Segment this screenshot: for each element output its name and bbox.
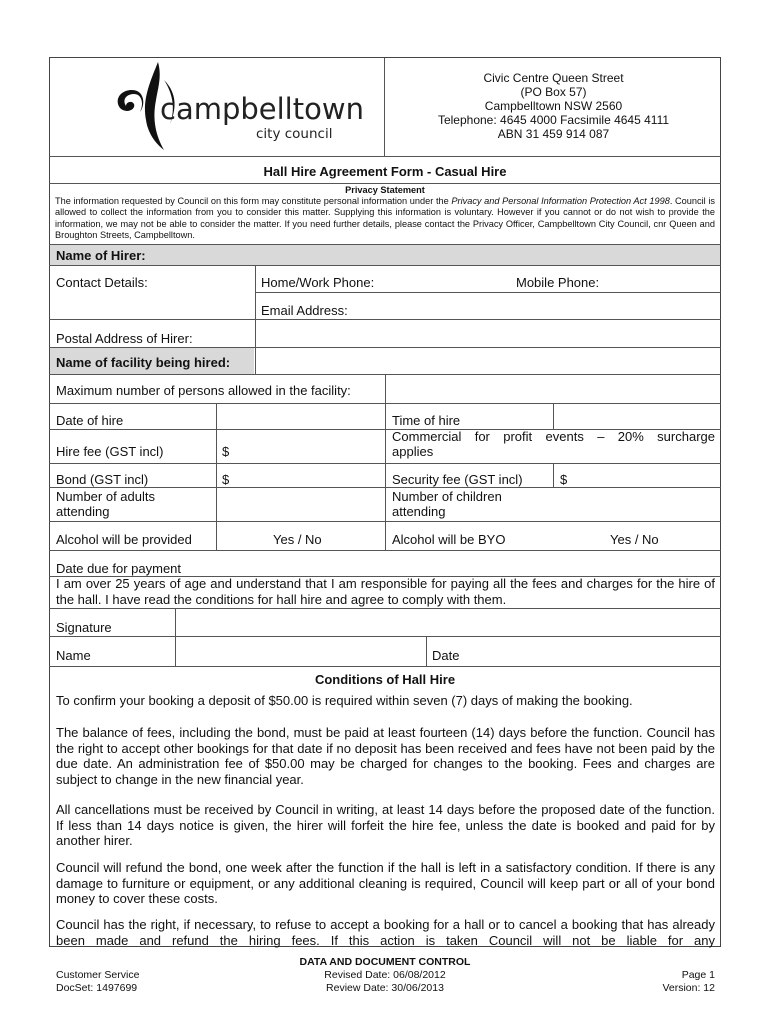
divider [49,521,721,522]
footer-center [285,969,485,995]
divider [216,429,217,550]
review-date: Review Date: 30/06/2013 [326,982,444,994]
logo-wordmark: campbelltown [160,92,364,126]
divider [216,403,217,429]
divider [49,608,721,609]
alcohol-provided-label: Alcohol will be provided [56,532,192,547]
commercial-surcharge-note [392,429,715,459]
privacy-act: Privacy and Personal Information Protection Act 1998 [451,196,670,206]
docset: DocSet: 1497699 [56,982,138,994]
address-line: Campbelltown NSW 2560 [484,99,623,113]
divider [255,292,721,293]
section-shading [50,245,720,265]
customer-service: Customer Service [56,969,140,981]
address-line: Civic Centre Queen Street [483,71,624,85]
postal-address-label: Postal Address of Hirer: [56,331,193,346]
divider [255,265,256,347]
children-label [392,489,502,519]
footer-right [595,969,715,995]
date-label: Date [432,648,460,663]
divider [175,608,176,666]
divider [49,183,721,184]
max-persons-label: Maximum number of persons allowed in the facility: [56,383,351,398]
divider [49,666,721,667]
address-line: Telephone: 4645 4000 Facsimile 4645 4111 [437,113,670,127]
page-number: Page 1 [681,969,715,981]
condition-paragraph: To confirm your booking a deposit of $50.00 is required within seven (7) days of making the booking. [56,693,633,708]
commercial-line: Commercial for profit events – 20% surcharge [392,429,715,444]
commercial-line: applies [392,444,434,459]
bond-label: Bond (GST incl) [56,472,149,487]
privacy-text-part: The information requested by Council on this form may constitute personal information under the [55,196,452,206]
hire-fee-currency: $ [222,444,230,459]
conditions-heading: Conditions of Hall Hire [314,672,456,687]
adults-label [56,489,155,519]
divider [49,550,721,551]
privacy-text-part: . Council is allowed to collect the information from you to consider this matter. Supplying this information is voluntary. However if you cannot or do not wish to provide the information, we may not be able to consider the matter. If you need further details, please contact the Privacy Officer, Campbelltown City Council, cnr Queen and Broughton Streets, Campbelltown. [55,196,715,241]
version: Version: 12 [662,982,715,994]
bond-currency: $ [222,472,230,487]
divider [385,374,386,403]
alcohol-provided-yes-no[interactable]: Yes / No [273,532,322,547]
footer-control-heading: DATA AND DOCUMENT CONTROL [299,956,471,968]
divider [49,319,721,320]
hire-fee-label: Hire fee (GST incl) [56,444,164,459]
declaration-text: I am over 25 years of age and understand that I am responsible for paying all the fees and charges for the hire of the hall. I have read the conditions for hall hire and agree to comply with them. [56,576,715,607]
divider [426,636,427,666]
alcohol-byo-yes-no[interactable]: Yes / No [610,532,659,547]
privacy-heading: Privacy Statement [345,185,425,195]
divider [49,487,721,488]
children-line: Number of children [392,489,502,504]
condition-paragraph: All cancellations must be received by Council in writing, at least 14 days before the proposed date of the function. If less than 14 days notice is given, the hirer will forfeit the hire fee, unless the date is booked and paid for by another hirer. [56,802,715,849]
divider [553,403,554,429]
condition-paragraph: The balance of fees, including the bond, must be paid at least fourteen (14) days before the function. Council has the right to accept other bookings for that date if no deposit has been received and fees have not been paid by the due date. An administration fee of $50.00 may be charged for changes to the booking. Fees and charges are subject to change in the new financial year. [56,725,715,787]
signature-label: Signature [56,620,112,635]
children-line: attending [392,504,446,519]
date-due-label: Date due for payment [56,561,182,576]
privacy-text [55,196,715,242]
mobile-phone-label: Mobile Phone: [516,275,600,290]
divider [553,463,554,487]
council-logo [112,60,364,152]
logo-subtitle: city council [256,126,333,142]
form-title: Hall Hire Agreement Form - Casual Hire [263,164,507,179]
email-address-label: Email Address: [261,303,348,318]
condition-paragraph: Council will refund the bond, one week after the function if the hall is left in a satisfactory condition. If there is any damage to furniture or equipment, or any additional cleaning is required, Council will keep part or all of your bond money to cover these costs. [56,860,715,907]
facility-name-label: Name of facility being hired: [56,355,231,370]
revised-date: Revised Date: 06/08/2012 [324,969,446,981]
name-label: Name [56,648,91,663]
time-of-hire-label: Time of hire [392,413,461,428]
address-line: (PO Box 57) [520,85,587,99]
divider [385,403,386,550]
divider [49,156,721,157]
divider [49,463,721,464]
security-fee-currency: $ [560,472,568,487]
alcohol-byo-label: Alcohol will be BYO [392,532,506,547]
footer-left [56,969,139,995]
address-line: ABN 31 459 914 087 [497,127,610,141]
adults-line: Number of adults [56,489,155,504]
security-fee-label: Security fee (GST incl) [392,472,523,487]
home-work-phone-label: Home/Work Phone: [261,275,375,290]
name-of-hirer-label: Name of Hirer: [56,248,146,263]
divider [255,347,256,374]
contact-details-label: Contact Details: [56,275,148,290]
adults-line: attending [56,504,110,519]
council-address [386,71,721,141]
date-of-hire-label: Date of hire [56,413,124,428]
divider [49,636,721,637]
header-divider [384,58,385,156]
divider [49,265,721,266]
condition-paragraph: Council has the right, if necessary, to refuse to accept a booking for a hall or to cancel a booking that has already been made and refund the hiring fees. If this action is taken Council will not be liable for any [56,917,715,948]
